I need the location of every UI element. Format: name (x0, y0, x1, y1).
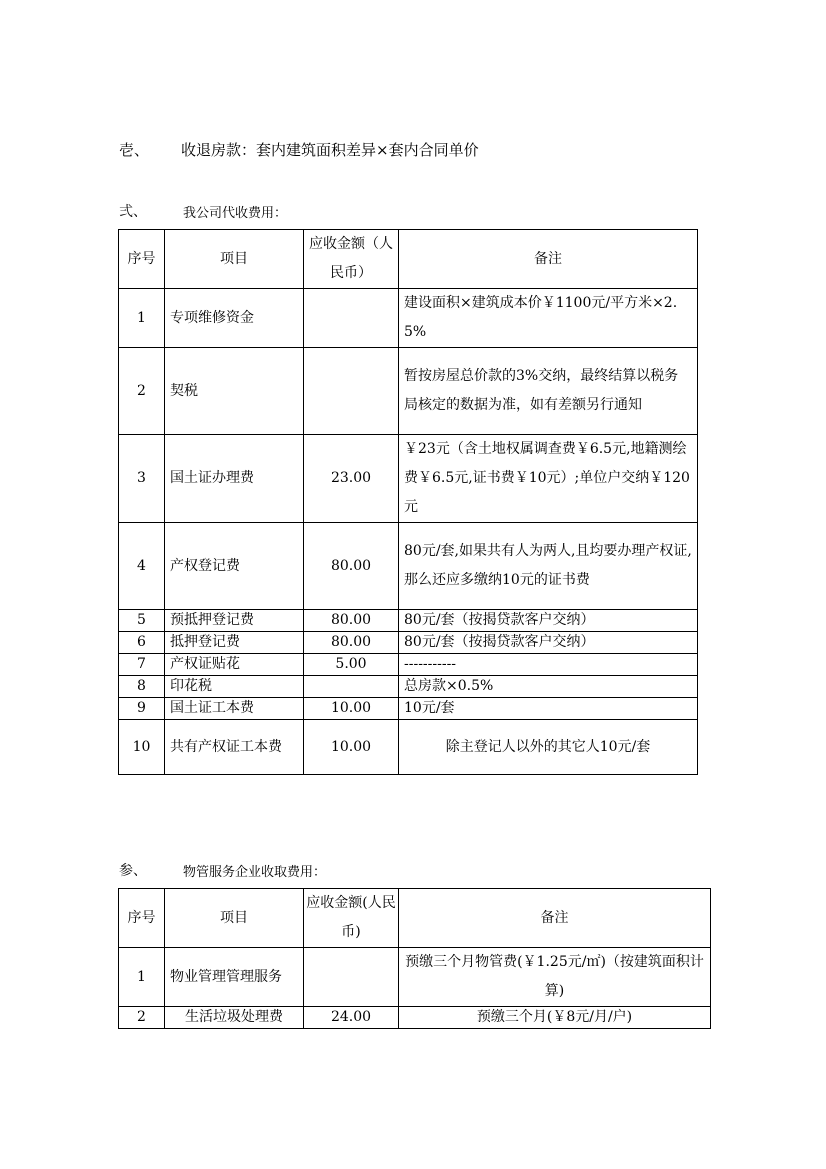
cell-item: 抵押登记费 (165, 632, 304, 654)
section-number: 参、 (119, 863, 147, 879)
cell-note: 80元/套（按揭贷款客户交纳） (399, 610, 698, 632)
cell-amount: 80.00 (304, 632, 399, 654)
header-note: 备注 (399, 889, 711, 948)
section-heading-1 (119, 139, 479, 160)
table-row (119, 1007, 711, 1029)
section-number: 壱、 (119, 141, 150, 159)
table-row (119, 632, 698, 654)
section-heading-3 (119, 860, 327, 880)
cell-seq: 7 (119, 654, 165, 676)
cell-note: ----------- (399, 654, 698, 676)
cell-note: 总房款×0.5% (399, 676, 698, 698)
cell-seq: 2 (119, 348, 165, 435)
cell-item: 专项维修资金 (165, 289, 304, 348)
cell-amount: 10.00 (304, 698, 399, 720)
cell-note: 80元/套（按揭贷款客户交纳） (399, 632, 698, 654)
header-item: 项目 (165, 889, 304, 948)
header-amount: 应收金额(人民币) (304, 889, 399, 948)
table-row (119, 289, 698, 348)
cell-item: 产权登记费 (165, 523, 304, 610)
cell-note: 除主登记人以外的其它人10元/套 (399, 720, 698, 775)
cell-item: 印花税 (165, 676, 304, 698)
table-row (119, 435, 698, 523)
property-fees-table (118, 888, 711, 1029)
header-amount: 应收金额（人民币） (304, 230, 399, 289)
cell-item: 物业管理管理服务 (165, 948, 304, 1007)
header-item: 项目 (165, 230, 304, 289)
cell-item: 预抵押登记费 (165, 610, 304, 632)
cell-note: 80元/套,如果共有人为两人,且均要办理产权证,那么还应多缴纳10元的证书费 (399, 523, 698, 610)
cell-seq: 1 (119, 948, 165, 1007)
cell-amount (304, 289, 399, 348)
section-title: 物管服务企业收取费用： (183, 865, 327, 880)
section-title: 我公司代收费用： (183, 206, 288, 221)
cell-amount: 10.00 (304, 720, 399, 775)
cell-seq: 1 (119, 289, 165, 348)
cell-note: 暂按房屋总价款的3%交纳，最终结算以税务局核定的数据为准，如有差额另行通知 (399, 348, 698, 435)
cell-seq: 5 (119, 610, 165, 632)
header-seq: 序号 (119, 230, 165, 289)
cell-note: 预缴三个月(￥8元/月/户) (399, 1007, 711, 1029)
cell-note: 建设面积×建筑成本价￥1100元/平方米×2.5% (399, 289, 698, 348)
cell-amount (304, 948, 399, 1007)
table-row (119, 348, 698, 435)
cell-amount: 23.00 (304, 435, 399, 523)
cell-seq: 4 (119, 523, 165, 610)
cell-amount: 5.00 (304, 654, 399, 676)
cell-amount: 80.00 (304, 523, 399, 610)
cell-seq: 3 (119, 435, 165, 523)
table-header-row (119, 889, 711, 948)
section-heading-2 (119, 201, 288, 221)
cell-amount: 24.00 (304, 1007, 399, 1029)
table-row (119, 698, 698, 720)
section-title: 收退房款：套内建筑面积差异×套内合同单价 (181, 141, 479, 159)
cell-note: 10元/套 (399, 698, 698, 720)
cell-seq: 9 (119, 698, 165, 720)
table-row (119, 720, 698, 775)
table-header-row (119, 230, 698, 289)
cell-seq: 6 (119, 632, 165, 654)
cell-seq: 8 (119, 676, 165, 698)
cell-note: 预缴三个月物管费(￥1.25元/㎡)（按建筑面积计算) (399, 948, 711, 1007)
cell-seq: 2 (119, 1007, 165, 1029)
table-row (119, 610, 698, 632)
cell-item: 生活垃圾处理费 (165, 1007, 304, 1029)
cell-item: 契税 (165, 348, 304, 435)
cell-item: 产权证贴花 (165, 654, 304, 676)
cell-item: 国土证办理费 (165, 435, 304, 523)
table-row (119, 654, 698, 676)
table-row (119, 523, 698, 610)
cell-item: 共有产权证工本费 (165, 720, 304, 775)
cell-amount: 80.00 (304, 610, 399, 632)
cell-note: ￥23元（含土地权属调查费￥6.5元,地籍测绘费￥6.5元,证书费￥10元）;单位户交纳￥120元 (399, 435, 698, 523)
table-row (119, 948, 711, 1007)
table-row (119, 676, 698, 698)
agency-fees-table (118, 229, 698, 775)
cell-amount (304, 676, 399, 698)
cell-seq: 10 (119, 720, 165, 775)
header-seq: 序号 (119, 889, 165, 948)
cell-item: 国土证工本费 (165, 698, 304, 720)
cell-amount (304, 348, 399, 435)
header-note: 备注 (399, 230, 698, 289)
section-number: 弍、 (119, 204, 147, 220)
